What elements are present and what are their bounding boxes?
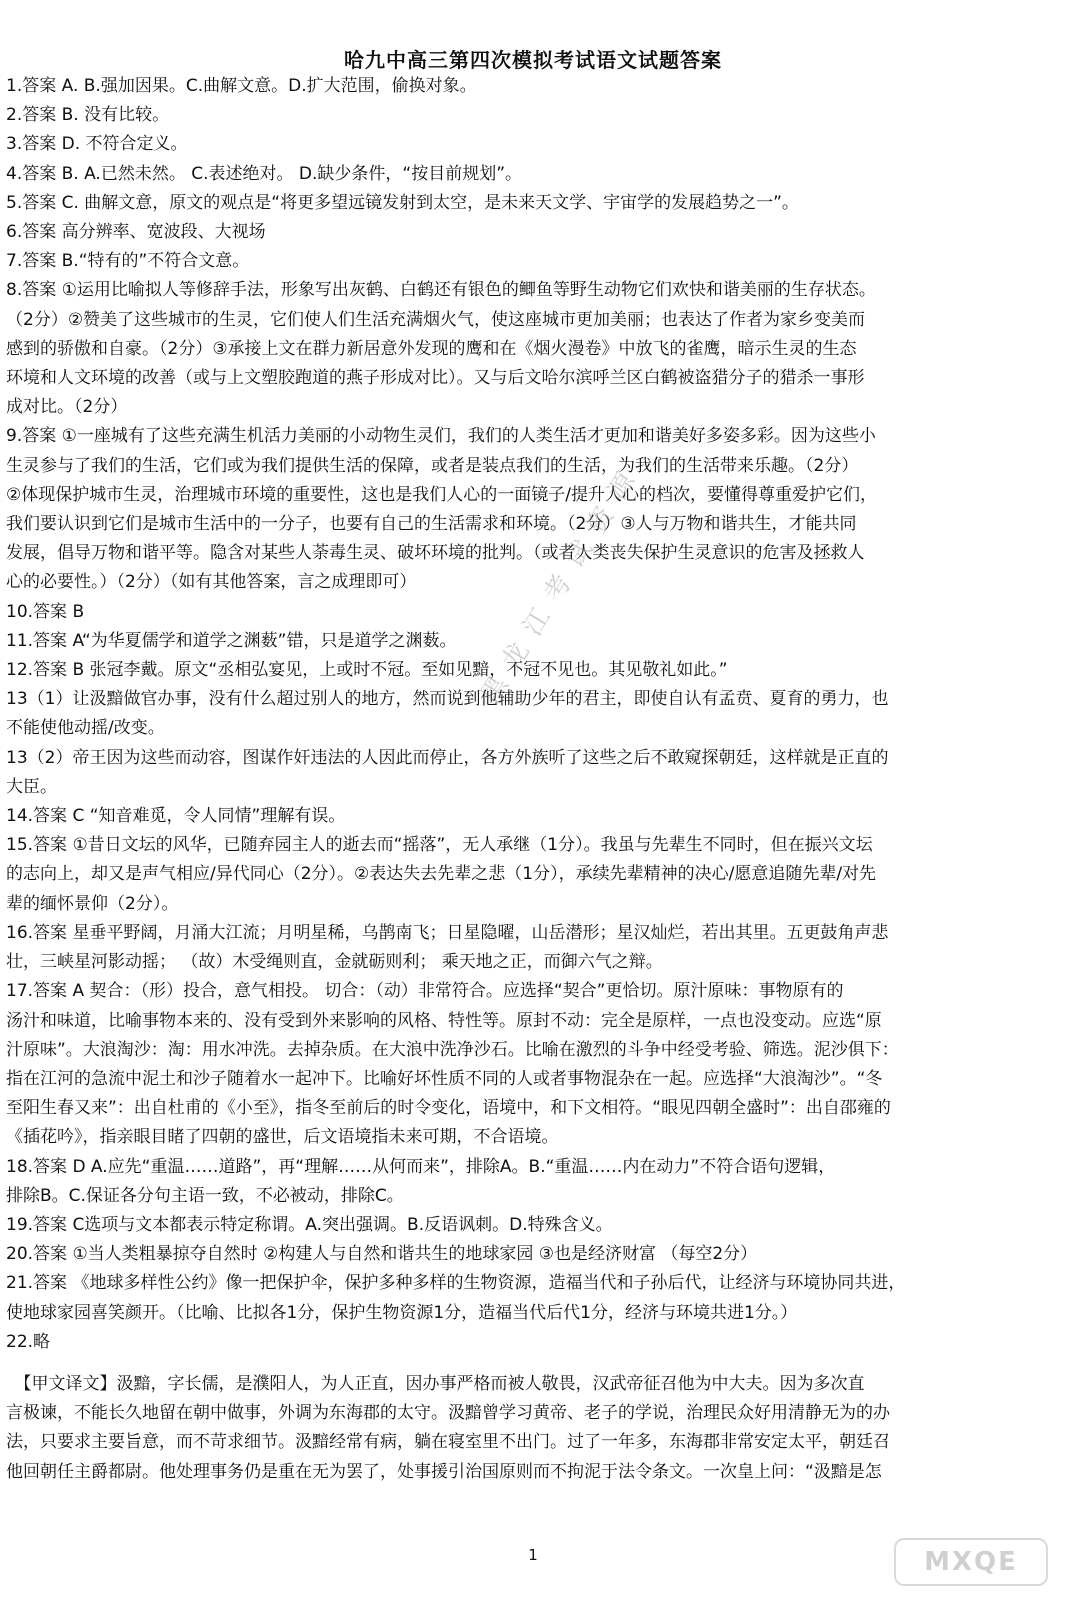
answer-line: 不能使他动摇/改变。	[6, 718, 165, 739]
document-title: 哈九中高三第四次模拟考试语文试题答案	[344, 48, 722, 72]
answer-line: 发展，倡导万物和谐平等。隐含对某些人荼毒生灵、破坏环境的批判。（或者人类丧失保护生灵意识的危害及拯救人	[6, 543, 865, 564]
answer-line: 3.答案 D. 不符合定义。	[6, 134, 188, 155]
answer-line: 13（1）让汲黯做官办事，没有什么超过别人的地方，然而说到他辅助少年的君主，即使自认有孟贲、夏育的勇力，也	[6, 689, 889, 710]
page-number: 1	[528, 1546, 538, 1564]
answer-line: 生灵参与了我们的生活，它们或为我们提供生活的保障，或者是装点我们的生活，为我们的生活带来乐趣。（2分）	[6, 455, 859, 476]
answer-line: 19.答案 C选项与文本都表示特定称谓。A.突出强调。B.反语讽刺。D.特殊含义。	[6, 1214, 613, 1235]
answer-line: 20.答案 ①当人类粗暴掠夺自然时 ②构建人与自然和谐共生的地球家园 ③也是经济财富 （每空2分）	[6, 1244, 758, 1265]
answer-line: 16.答案 星垂平野阔，月涌大江流；月明星稀，乌鹊南飞；日星隐曜，山岳潜形；星汉灿烂，若出其里。五更鼓角声悲	[6, 922, 889, 943]
translation-line: 【甲文译文】汲黯，字长儒，是濮阳人，为人正直，因办事严格而被人敬畏，汉武帝征召他为中大夫。因为多次直	[6, 1373, 865, 1394]
answer-line: ②体现保护城市生灵，治理城市环境的重要性，这也是我们人心的一面镜子/提升人心的档次，要懂得尊重爱护它们，	[6, 484, 877, 505]
answer-line: 汁原味”。大浪淘沙：淘：用水冲洗。去掉杂质。在大浪中洗净沙石。比喻在激烈的斗争中经受考验、筛选。泥沙俱下：	[6, 1039, 899, 1060]
answer-body	[6, 72, 1056, 1487]
answer-line: 1.答案 A. B.强加因果。C.曲解文意。D.扩大范围，偷换对象。	[6, 76, 477, 96]
answer-line: 9.答案 ①一座城有了这些充满生机活力美丽的小动物生灵们，我们的人类生活才更加和谐美好多姿多彩。因为这些小	[6, 426, 876, 447]
answer-line: （2分）②赞美了这些城市的生灵，它们使人们生活充满烟火气，使这座城市更加美丽；也表达了作者为家乡变美而	[6, 309, 866, 330]
answer-line: 指在江河的急流中泥土和沙子随着水一起冲下。比喻好坏性质不同的人或者事物混杂在一起。应选择“大浪淘沙”。“冬	[6, 1068, 883, 1089]
answer-line: 11.答案 A“为华夏儒学和道学之渊薮”错，只是道学之渊薮。	[6, 630, 457, 651]
answer-line: 《插花吟》，指亲眼目睹了四朝的盛世，后文语境指未来可期，不合语境。	[6, 1127, 559, 1148]
answer-line: 21.答案 《地球多样性公约》像一把保护伞，保护多种多样的生物资源，造福当代和子孙后代，让经济与环境协同共进，	[6, 1273, 906, 1294]
answer-line: 2.答案 B. 没有比较。	[6, 105, 170, 126]
answer-line: 17.答案 A 契合：（形）投合，意气相投。 切合：（动）非常符合。应选择“契合”更恰切。原汁原味：事物原有的	[6, 981, 844, 1002]
answer-line: 8.答案 ①运用比喻拟人等修辞手法，形象写出灰鹤、白鹤还有银色的鲫鱼等野生动物它们欢快和谐美丽的生存状态。	[6, 280, 876, 301]
answer-line: 14.答案 C “知音难觅，令人同情”理解有误。	[6, 806, 346, 827]
translation-paragraph	[6, 1370, 1056, 1487]
translation-line: 法，只要求主要旨意，而不苛求细节。汲黯经常有病，躺在寝室里不出门。过了一年多，东海郡非常安定太平，朝廷召	[6, 1432, 890, 1453]
answer-line: 13（2）帝王因为这些而动容，图谋作奸违法的人因此而停止，各方外族听了这些之后不敢窥探朝廷，这样就是正直的	[6, 747, 889, 768]
answer-line: 18.答案 D A.应先“重温……道路”，再“理解……从何而来”，排除A。B.“重温……内在动力”不符合语句逻辑，	[6, 1156, 836, 1177]
answer-line: 大臣。	[6, 776, 57, 797]
answer-line: 感到的骄傲和自豪。（2分）③承接上文在群力新居意外发现的鹰和在《烟火漫卷》中放飞的雀鹰，暗示生灵的生态	[6, 338, 857, 359]
site-logo: MXQE	[894, 1538, 1048, 1586]
answer-line: 7.答案 B.“特有的”不符合文意。	[6, 251, 250, 272]
answer-line: 22.略	[6, 1331, 51, 1352]
answer-line: 心的必要性。）（2分）（如有其他答案，言之成理即可）	[6, 572, 417, 593]
translation-line: 言极谏，不能长久地留在朝中做事，外调为东海郡的太守。汲黯曾学习黄帝、老子的学说，治理民众好用清静无为的办	[6, 1403, 890, 1424]
answer-lines	[6, 72, 1056, 1357]
section-gap	[6, 1357, 1056, 1370]
answer-line: 辈的缅怀景仰（2分）。	[6, 893, 179, 914]
answer-line: 壮，三峡星河影动摇； （故）木受绳则直，金就砺则利； 乘天地之正，而御六气之辩。	[6, 952, 663, 973]
answer-line: 6.答案 高分辨率、宽波段、大视场	[6, 222, 266, 243]
answer-line: 使地球家园喜笑颜开。（比喻、比拟各1分，保护生物资源1分，造福当代后代1分，经济与环境共进1分。）	[6, 1302, 798, 1323]
answer-line: 4.答案 B. A.已然未然。 C.表述绝对。 D.缺少条件，“按目前规划”。	[6, 163, 523, 184]
answer-line: 成对比。（2分）	[6, 397, 128, 418]
answer-line: 至阳生春又来”：出自杜甫的《小至》，指冬至前后的时令变化，语境中，和下文相符。“眼见四朝全盛时”：出自邵雍的	[6, 1098, 891, 1119]
answer-line: 环境和人文环境的改善（或与上文塑胶跑道的燕子形成对比）。又与后文哈尔滨呼兰区白鹤被盗猎分子的猎杀一事形	[6, 368, 865, 389]
answer-line: 10.答案 B	[6, 601, 85, 622]
answer-line: 我们要认识到它们是城市生活中的一分子，也要有自己的生活需求和环境。（2分）③人与万物和谐共生，才能共同	[6, 514, 857, 535]
answer-line: 12.答案 B 张冠李戴。原文“丞相弘宴见，上或时不冠。至如见黯，不冠不见也。其见敬礼如此。”	[6, 660, 728, 681]
answer-line: 的志向上，却又是声气相应/异代同心（2分）。②表达失去先辈之悲（1分），承续先辈精神的决心/愿意追随先辈/对先	[6, 864, 877, 885]
answer-line: 15.答案 ①昔日文坛的风华，已随弃园主人的逝去而“摇落”，无人承继（1分）。我虽与先辈生不同时，但在振兴文坛	[6, 835, 873, 856]
translation-line: 他回朝任主爵都尉。他处理事务仍是重在无为罢了，处事援引治国原则而不拘泥于法令条文。一次皇上问：“汲黯是怎	[6, 1461, 882, 1482]
answer-line: 汤汁和味道，比喻事物本来的、没有受到外来影响的风格、特性等。原封不动：完全是原样，一点也没变动。应选“原	[6, 1010, 882, 1031]
answer-line: 排除B。C.保证各分句主语一致，不必被动，排除C。	[6, 1185, 404, 1206]
answer-line: 5.答案 C. 曲解文意，原文的观点是“将更多望远镜发射到太空，是未来天文学、宇宙学的发展趋势之一”。	[6, 192, 799, 213]
watermark: 黑龙江考试资源	[475, 455, 649, 710]
